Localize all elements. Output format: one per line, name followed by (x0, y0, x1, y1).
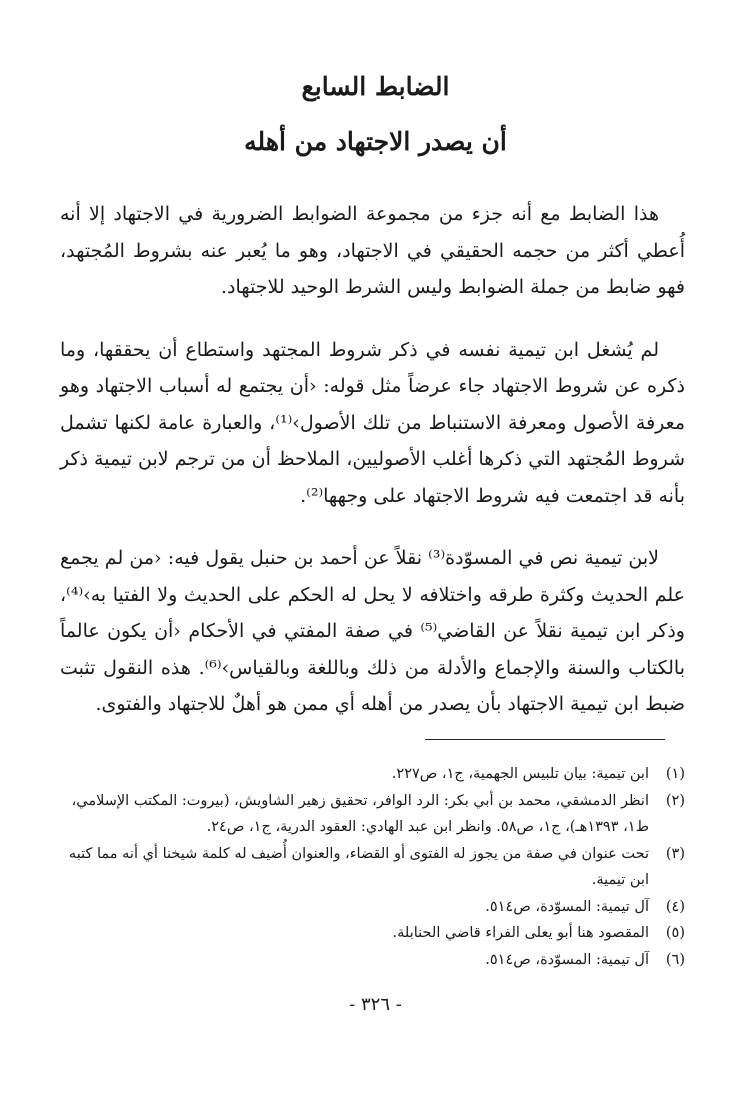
body-text (60, 196, 685, 749)
footnote-item (60, 920, 685, 947)
footnote-separator (425, 739, 665, 740)
footnote-text: تحت عنوان في صفة من يجوز له الفتوى أو القضاء، والعنوان أُضيف له كلمة شيخنا أي أنه مما كتبه ابن تيمية. (68, 845, 649, 888)
footnote-number: (٦) (665, 951, 685, 968)
footnote-item (60, 841, 685, 894)
footnote-text: انظر الدمشقي، محمد بن أبي بكر: الرد الوافر، تحقيق زهير الشاويش، (بيروت: المكتب الإسلامي، ط١، ١٣٩٣هـ)، ج١، ص٥٨. وانظر ابن عبد الهادي: العقود الدرية، ج١، ص٢٤. (71, 792, 649, 835)
paragraph: لابن تيمية نص في المسوّدة⁽³⁾ نقلاً عن أحمد بن حنبل يقول فيه: ‹من لم يجمع علم الحديث وكثرة طرقه واختلافه لا يحل له الحكم على الحديث ولا الفتيا به›⁽⁴⁾، وذكر ابن تيمية نقلاً عن القاضي⁽⁵⁾ في صفة المفتي في الأحكام ‹أن يكون عالماً بالكتاب والسنة والإجماع والأدلة من ذلك وباللغة وبالقياس›⁽⁶⁾. هذه النقول تثبت ضبط ابن تيمية الاجتهاد بأن يصدر من أهله أي ممن هو أهلٌ للاجتهاد والفتوى. (60, 547, 685, 715)
footnote-text: آل تيمية: المسوّدة، ص٥١٤. (485, 898, 649, 915)
footnote-number: (٢) (665, 792, 685, 809)
paragraph: لم يُشغل ابن تيمية نفسه في ذكر شروط المجتهد واستطاع أن يحققها، وما ذكره عن شروط الاجتهاد جاء عرضاً مثل قوله: ‹أن يجتمع له أسباب الاجتهاد وهو معرفة الأصول ومعرفة الاستنباط من تلك الأصول›⁽¹⁾، والعبارة عامة لكنها تشمل شروط المُجتهد التي ذكرها أغلب الأصوليين، الملاحظ أن من ترجم لابن تيمية ذكر بأنه قد اجتمعت فيه شروط الاجتهاد على وجهها⁽²⁾. (60, 338, 685, 507)
footnote-number: (١) (665, 766, 685, 782)
chapter-title: أن يصدر الاجتهاد من أهله (244, 127, 507, 156)
footnote-item (60, 788, 685, 841)
footnote-number: (٤) (665, 898, 685, 915)
footnote-text: آل تيمية: المسوّدة، ص٥١٤. (485, 951, 649, 968)
paragraph: هذا الضابط مع أنه جزء من مجموعة الضوابط الضرورية في الاجتهاد إلا أنه أُعطي أكثر من حجمه الحقيقي في الاجتهاد، وهو ما يُعبر عنه بشروط المُجتهد، فهو ضابط من جملة الضوابط وليس الشرط الوحيد للاجتهاد. (60, 203, 685, 298)
footnote-number: (٥) (665, 925, 685, 941)
footnote-item (60, 761, 685, 788)
footnotes-list (60, 761, 685, 973)
footnote-text: ابن تيمية: بيان تلبيس الجهمية، ج١، ص٢٢٧. (391, 766, 649, 782)
footnote-number: (٣) (665, 845, 685, 862)
page-number: - ٣٢٦ - (349, 994, 402, 1015)
section-heading: الضابط السابع (301, 72, 450, 101)
footnote-text: المقصود هنا أبو يعلى الفراء قاضي الحنابلة. (392, 925, 649, 941)
footnote-item (60, 894, 685, 921)
footnote-item (60, 947, 685, 974)
